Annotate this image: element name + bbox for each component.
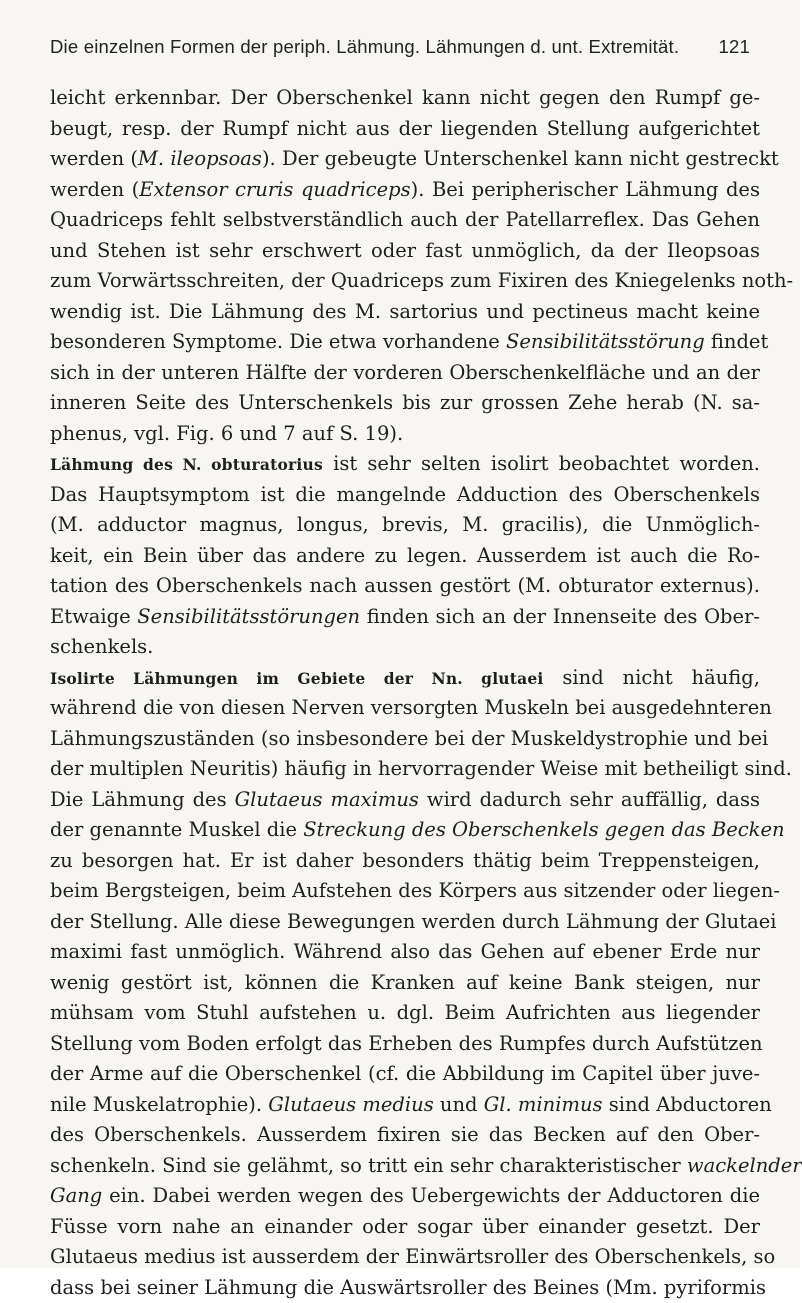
text-segment: ). Bei peripherischer Lähmung des [411, 178, 760, 201]
running-head-title: Die einzelnen Formen der periph. Lähmung. Lähmungen d. unt. Extremität. [50, 36, 679, 58]
text-line [50, 1090, 760, 1121]
text-line [50, 175, 760, 206]
text-line [50, 1212, 760, 1243]
text-line [50, 693, 760, 724]
text-segment: wendig ist. Die Lähmung des M. sartorius und pectineus macht keine [50, 300, 760, 323]
text-segment: und Stehen ist sehr erschwert oder fast unmöglich, da der Ileopsoas [50, 239, 760, 262]
italic-term: wackelnder [687, 1154, 802, 1177]
text-line [50, 907, 760, 938]
text-line [50, 754, 760, 785]
text-segment: findet [705, 330, 769, 353]
text-line [50, 449, 760, 480]
italic-term: Extensor cruris quadriceps [139, 178, 410, 201]
text-segment: phenus, vgl. Fig. 6 und 7 auf S. 19). [50, 422, 403, 445]
text-line [50, 998, 760, 1029]
text-segment: Etwaige [50, 605, 137, 628]
text-line [50, 1273, 760, 1303]
text-segment: wird dadurch sehr auffällig, dass [419, 788, 760, 811]
text-segment: (M. adductor magnus, longus, brevis, M. gracilis), die Unmöglich- [50, 513, 760, 536]
text-segment: während die von diesen Nerven versorgten Muskeln bei ausgedehnteren [50, 696, 772, 719]
text-segment: beugt, resp. der Rumpf nicht aus der liegenden Stellung aufgerichtet [50, 117, 760, 140]
text-line [50, 480, 760, 511]
italic-term: Glutaeus medius [268, 1093, 433, 1116]
text-line [50, 632, 760, 663]
text-line [50, 1181, 760, 1212]
text-segment: Glutaeus medius ist ausserdem der Einwärtsroller des Oberschenkels, so [50, 1245, 775, 1268]
text-line [50, 83, 760, 114]
text-segment: inneren Seite des Unterschenkels bis zur grossen Zehe herab (N. sa- [50, 391, 760, 414]
text-segment: Füsse vorn nahe an einander oder sogar über einander gesetzt. Der [50, 1215, 760, 1238]
text-segment: werden ( [50, 178, 139, 201]
body-text [50, 83, 760, 1303]
text-segment: besonderen Symptome. Die etwa vorhandene [50, 330, 506, 353]
text-line [50, 114, 760, 145]
text-segment: dass bei seiner Lähmung die Auswärtsroller des Beines (Mm. pyriformis [50, 1276, 766, 1299]
text-segment: finden sich an der Innenseite des Ober- [360, 605, 760, 628]
text-segment: sind nicht häufig, [544, 666, 760, 689]
text-line [50, 297, 760, 328]
text-line [50, 419, 760, 450]
text-line [50, 266, 760, 297]
text-segment: sind Abductoren [603, 1093, 772, 1116]
text-line [50, 1242, 760, 1273]
text-segment: des Oberschenkels. Ausserdem fixiren sie das Becken auf den Ober- [50, 1123, 760, 1146]
text-line [50, 724, 760, 755]
text-line [50, 236, 760, 267]
text-segment: wenig gestört ist, können die Kranken auf keine Bank steigen, nur [50, 971, 760, 994]
text-line [50, 510, 760, 541]
text-line [50, 815, 760, 846]
text-line [50, 388, 760, 419]
text-line [50, 663, 760, 694]
text-line [50, 541, 760, 572]
section-lead: Isolirte Lähmungen im Gebiete der Nn. glutaei [50, 669, 544, 688]
text-segment: nile Muskelatrophie). [50, 1093, 268, 1116]
running-head [50, 36, 750, 64]
text-segment: der genannte Muskel die [50, 818, 303, 841]
text-line [50, 327, 760, 358]
text-segment: der Arme auf die Oberschenkel (cf. die Abbildung im Capitel über juve- [50, 1062, 760, 1085]
italic-term: Sensibilitätsstörungen [137, 605, 360, 628]
text-line [50, 358, 760, 389]
text-line [50, 144, 760, 175]
text-segment: Das Hauptsymptom ist die mangelnde Adduction des Oberschenkels [50, 483, 760, 506]
text-line [50, 876, 760, 907]
text-line [50, 1120, 760, 1151]
text-line [50, 205, 760, 236]
text-line [50, 937, 760, 968]
text-segment: und [434, 1093, 484, 1116]
text-line [50, 602, 760, 633]
text-segment: schenkels. [50, 635, 153, 658]
italic-term: Gl. minimus [484, 1093, 603, 1116]
text-segment: der multiplen Neuritis) häufig in hervorragender Weise mit betheiligt sind. [50, 757, 792, 780]
text-segment: Quadriceps fehlt selbstverständlich auch der Patellarreflex. Das Gehen [50, 208, 760, 231]
italic-term: M. ileopsoas [138, 147, 262, 170]
italic-term: Sensibilitätsstörung [506, 330, 705, 353]
text-segment: der Stellung. Alle diese Bewegungen werden durch Lähmung der Glutaei [50, 910, 776, 933]
text-segment: werden ( [50, 147, 138, 170]
text-segment: maximi fast unmöglich. Während also das Gehen auf ebener Erde nur [50, 940, 760, 963]
italic-term: Streckung des Oberschenkels gegen das Becken [303, 818, 784, 841]
page-number: 121 [719, 36, 750, 58]
text-line [50, 785, 760, 816]
text-segment: Lähmungszuständen (so insbesondere bei der Muskeldystrophie und bei [50, 727, 768, 750]
text-segment: leicht erkennbar. Der Oberschenkel kann nicht gegen den Rumpf ge- [50, 86, 760, 109]
text-segment: beim Bergsteigen, beim Aufstehen des Körpers aus sitzender oder liegen- [50, 879, 780, 902]
text-segment: mühsam vom Stuhl aufstehen u. dgl. Beim Aufrichten aus liegender [50, 1001, 760, 1024]
text-segment: tation des Oberschenkels nach aussen gestört (M. obturator externus). [50, 574, 760, 597]
text-segment: zum Vorwärtsschreiten, der Quadriceps zum Fixiren des Kniegelenks noth- [50, 269, 793, 292]
section-lead: Lähmung des N. obturatorius [50, 455, 323, 474]
text-segment: zu besorgen hat. Er ist daher besonders thätig beim Treppensteigen, [50, 849, 760, 872]
text-segment: schenkeln. Sind sie gelähmt, so tritt ein sehr charakteristischer [50, 1154, 687, 1177]
text-line [50, 1029, 760, 1060]
text-line [50, 1059, 760, 1090]
text-segment: ist sehr selten isolirt beobachtet worden. [323, 452, 760, 475]
text-line [50, 968, 760, 999]
italic-term: Glutaeus maximus [235, 788, 419, 811]
text-segment: Stellung vom Boden erfolgt das Erheben des Rumpfes durch Aufstützen [50, 1032, 763, 1055]
text-segment: Die Lähmung des [50, 788, 235, 811]
text-segment: ein. Dabei werden wegen des Uebergewichts der Adductoren die [102, 1184, 760, 1207]
text-segment: keit, ein Bein über das andere zu legen. Ausserdem ist auch die Ro- [50, 544, 760, 567]
text-segment: sich in der unteren Hälfte der vorderen Oberschenkelfläche und an der [50, 361, 760, 384]
text-line [50, 846, 760, 877]
text-line [50, 571, 760, 602]
text-segment: ). Der gebeugte Unterschenkel kann nicht gestreckt [262, 147, 779, 170]
italic-term: Gang [50, 1184, 102, 1207]
text-line [50, 1151, 760, 1182]
